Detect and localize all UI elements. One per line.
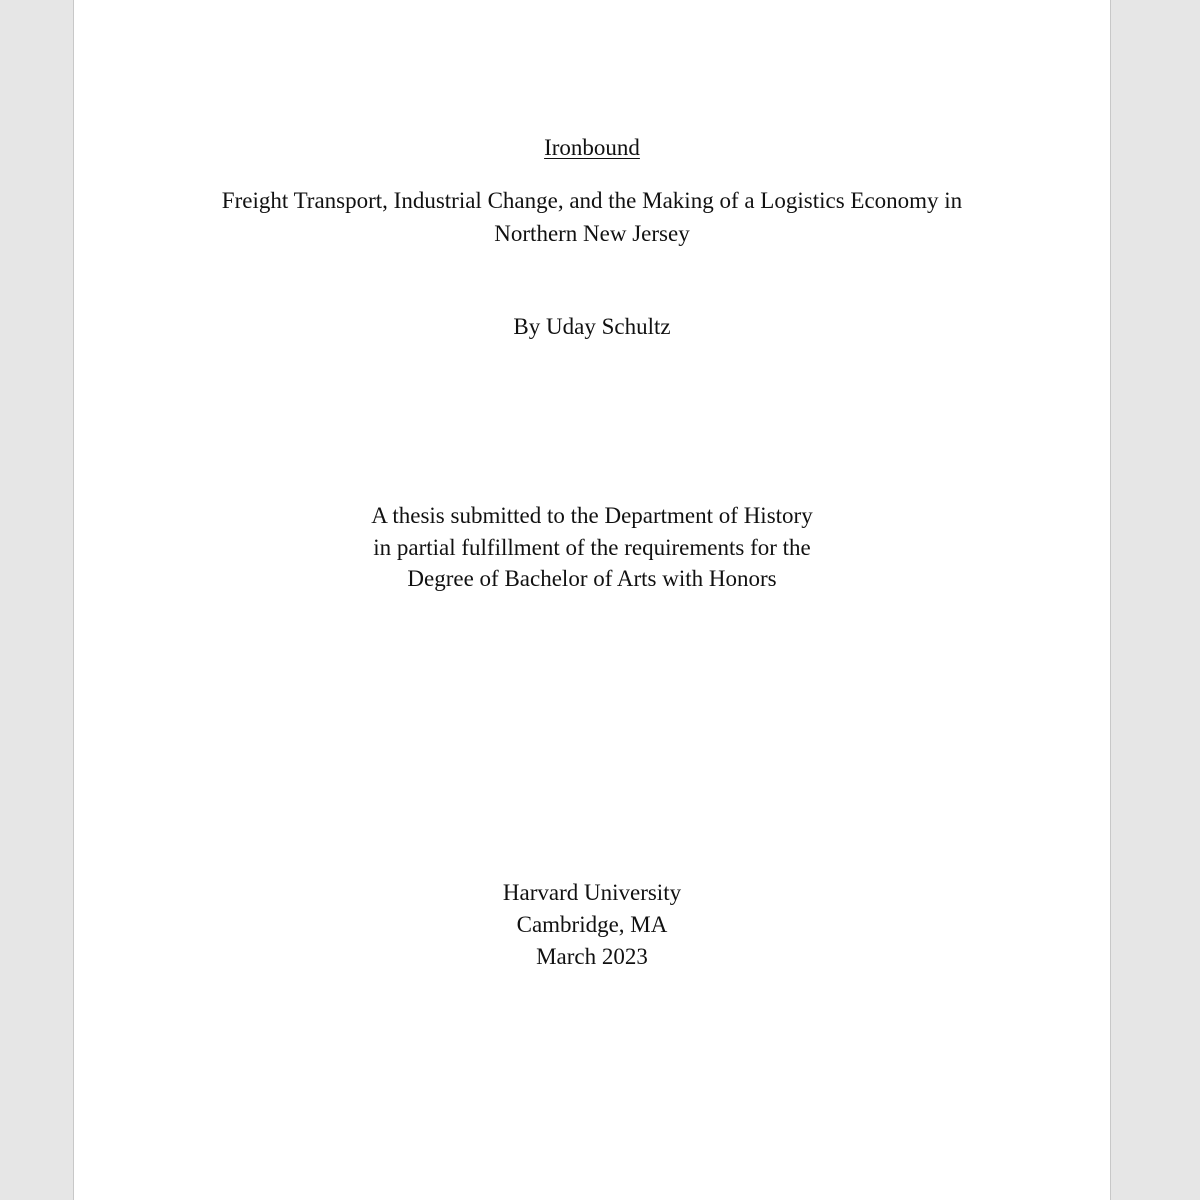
document-page — [73, 0, 1111, 1200]
author-line: By Uday Schultz — [513, 314, 671, 339]
statement-line-2: in partial fulfillment of the requirements for the — [373, 535, 811, 560]
thesis-title: Ironbound — [544, 135, 640, 160]
thesis-subtitle-line-1: Freight Transport, Industrial Change, and the Making of a Logistics Economy in — [221, 188, 963, 213]
submission-date: March 2023 — [536, 944, 648, 969]
institution-name: Harvard University — [502, 880, 682, 905]
thesis-subtitle-line-2: Northern New Jersey — [494, 221, 690, 246]
statement-line-3: Degree of Bachelor of Arts with Honors — [407, 566, 777, 591]
institution-location: Cambridge, MA — [516, 912, 668, 937]
statement-line-1: A thesis submitted to the Department of History — [371, 503, 813, 528]
